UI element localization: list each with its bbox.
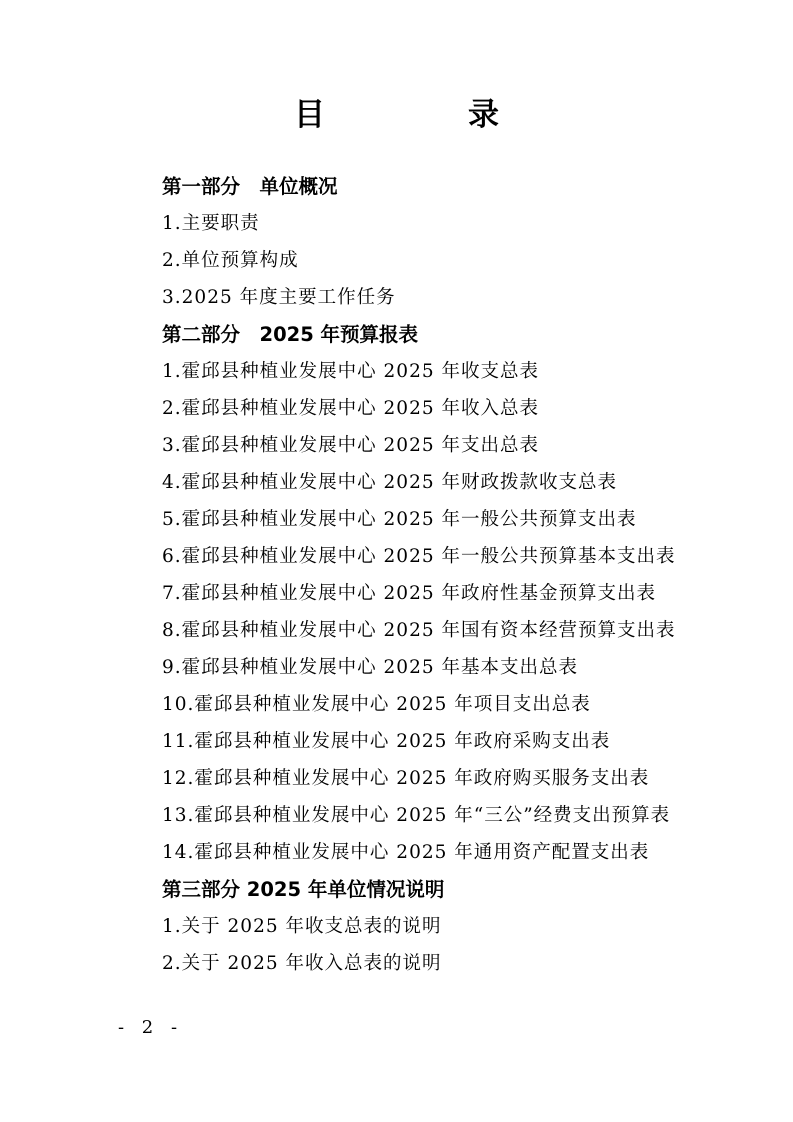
page-number: - 2 - (118, 1017, 184, 1038)
toc-entry: 1.霍邱县种植业发展中心 2025 年收支总表 (162, 361, 539, 382)
toc-section-heading: 第二部分 2025 年预算报表 (162, 323, 419, 346)
toc-entry: 14.霍邱县种植业发展中心 2025 年通用资产配置支出表 (162, 842, 650, 863)
toc-entry: 2.霍邱县种植业发展中心 2025 年收入总表 (162, 398, 539, 419)
table-of-contents (162, 168, 722, 982)
toc-entry: 7.霍邱县种植业发展中心 2025 年政府性基金预算支出表 (162, 583, 656, 604)
toc-entry: 3.2025 年度主要工作任务 (162, 287, 396, 308)
toc-entry: 12.霍邱县种植业发展中心 2025 年政府购买服务支出表 (162, 768, 650, 789)
toc-entry: 10.霍邱县种植业发展中心 2025 年项目支出总表 (162, 694, 591, 715)
toc-section-heading: 第一部分 单位概况 (162, 175, 338, 198)
toc-entry: 1.主要职责 (162, 213, 260, 234)
toc-section-heading: 第三部分 2025 年单位情况说明 (162, 878, 445, 901)
toc-entry: 6.霍邱县种植业发展中心 2025 年一般公共预算基本支出表 (162, 546, 676, 567)
page-title: 目 录 (294, 97, 555, 133)
toc-entry: 2.单位预算构成 (162, 250, 299, 271)
toc-entry: 11.霍邱县种植业发展中心 2025 年政府采购支出表 (162, 731, 611, 752)
toc-entry: 13.霍邱县种植业发展中心 2025 年“三公”经费支出预算表 (162, 805, 671, 826)
toc-entry: 1.关于 2025 年收支总表的说明 (162, 916, 442, 937)
toc-entry: 2.关于 2025 年收入总表的说明 (162, 953, 442, 974)
toc-entry: 4.霍邱县种植业发展中心 2025 年财政拨款收支总表 (162, 472, 617, 493)
toc-entry: 9.霍邱县种植业发展中心 2025 年基本支出总表 (162, 657, 578, 678)
toc-entry: 3.霍邱县种植业发展中心 2025 年支出总表 (162, 435, 539, 456)
toc-entry: 8.霍邱县种植业发展中心 2025 年国有资本经营预算支出表 (162, 620, 676, 641)
toc-entry: 5.霍邱县种植业发展中心 2025 年一般公共预算支出表 (162, 509, 637, 530)
